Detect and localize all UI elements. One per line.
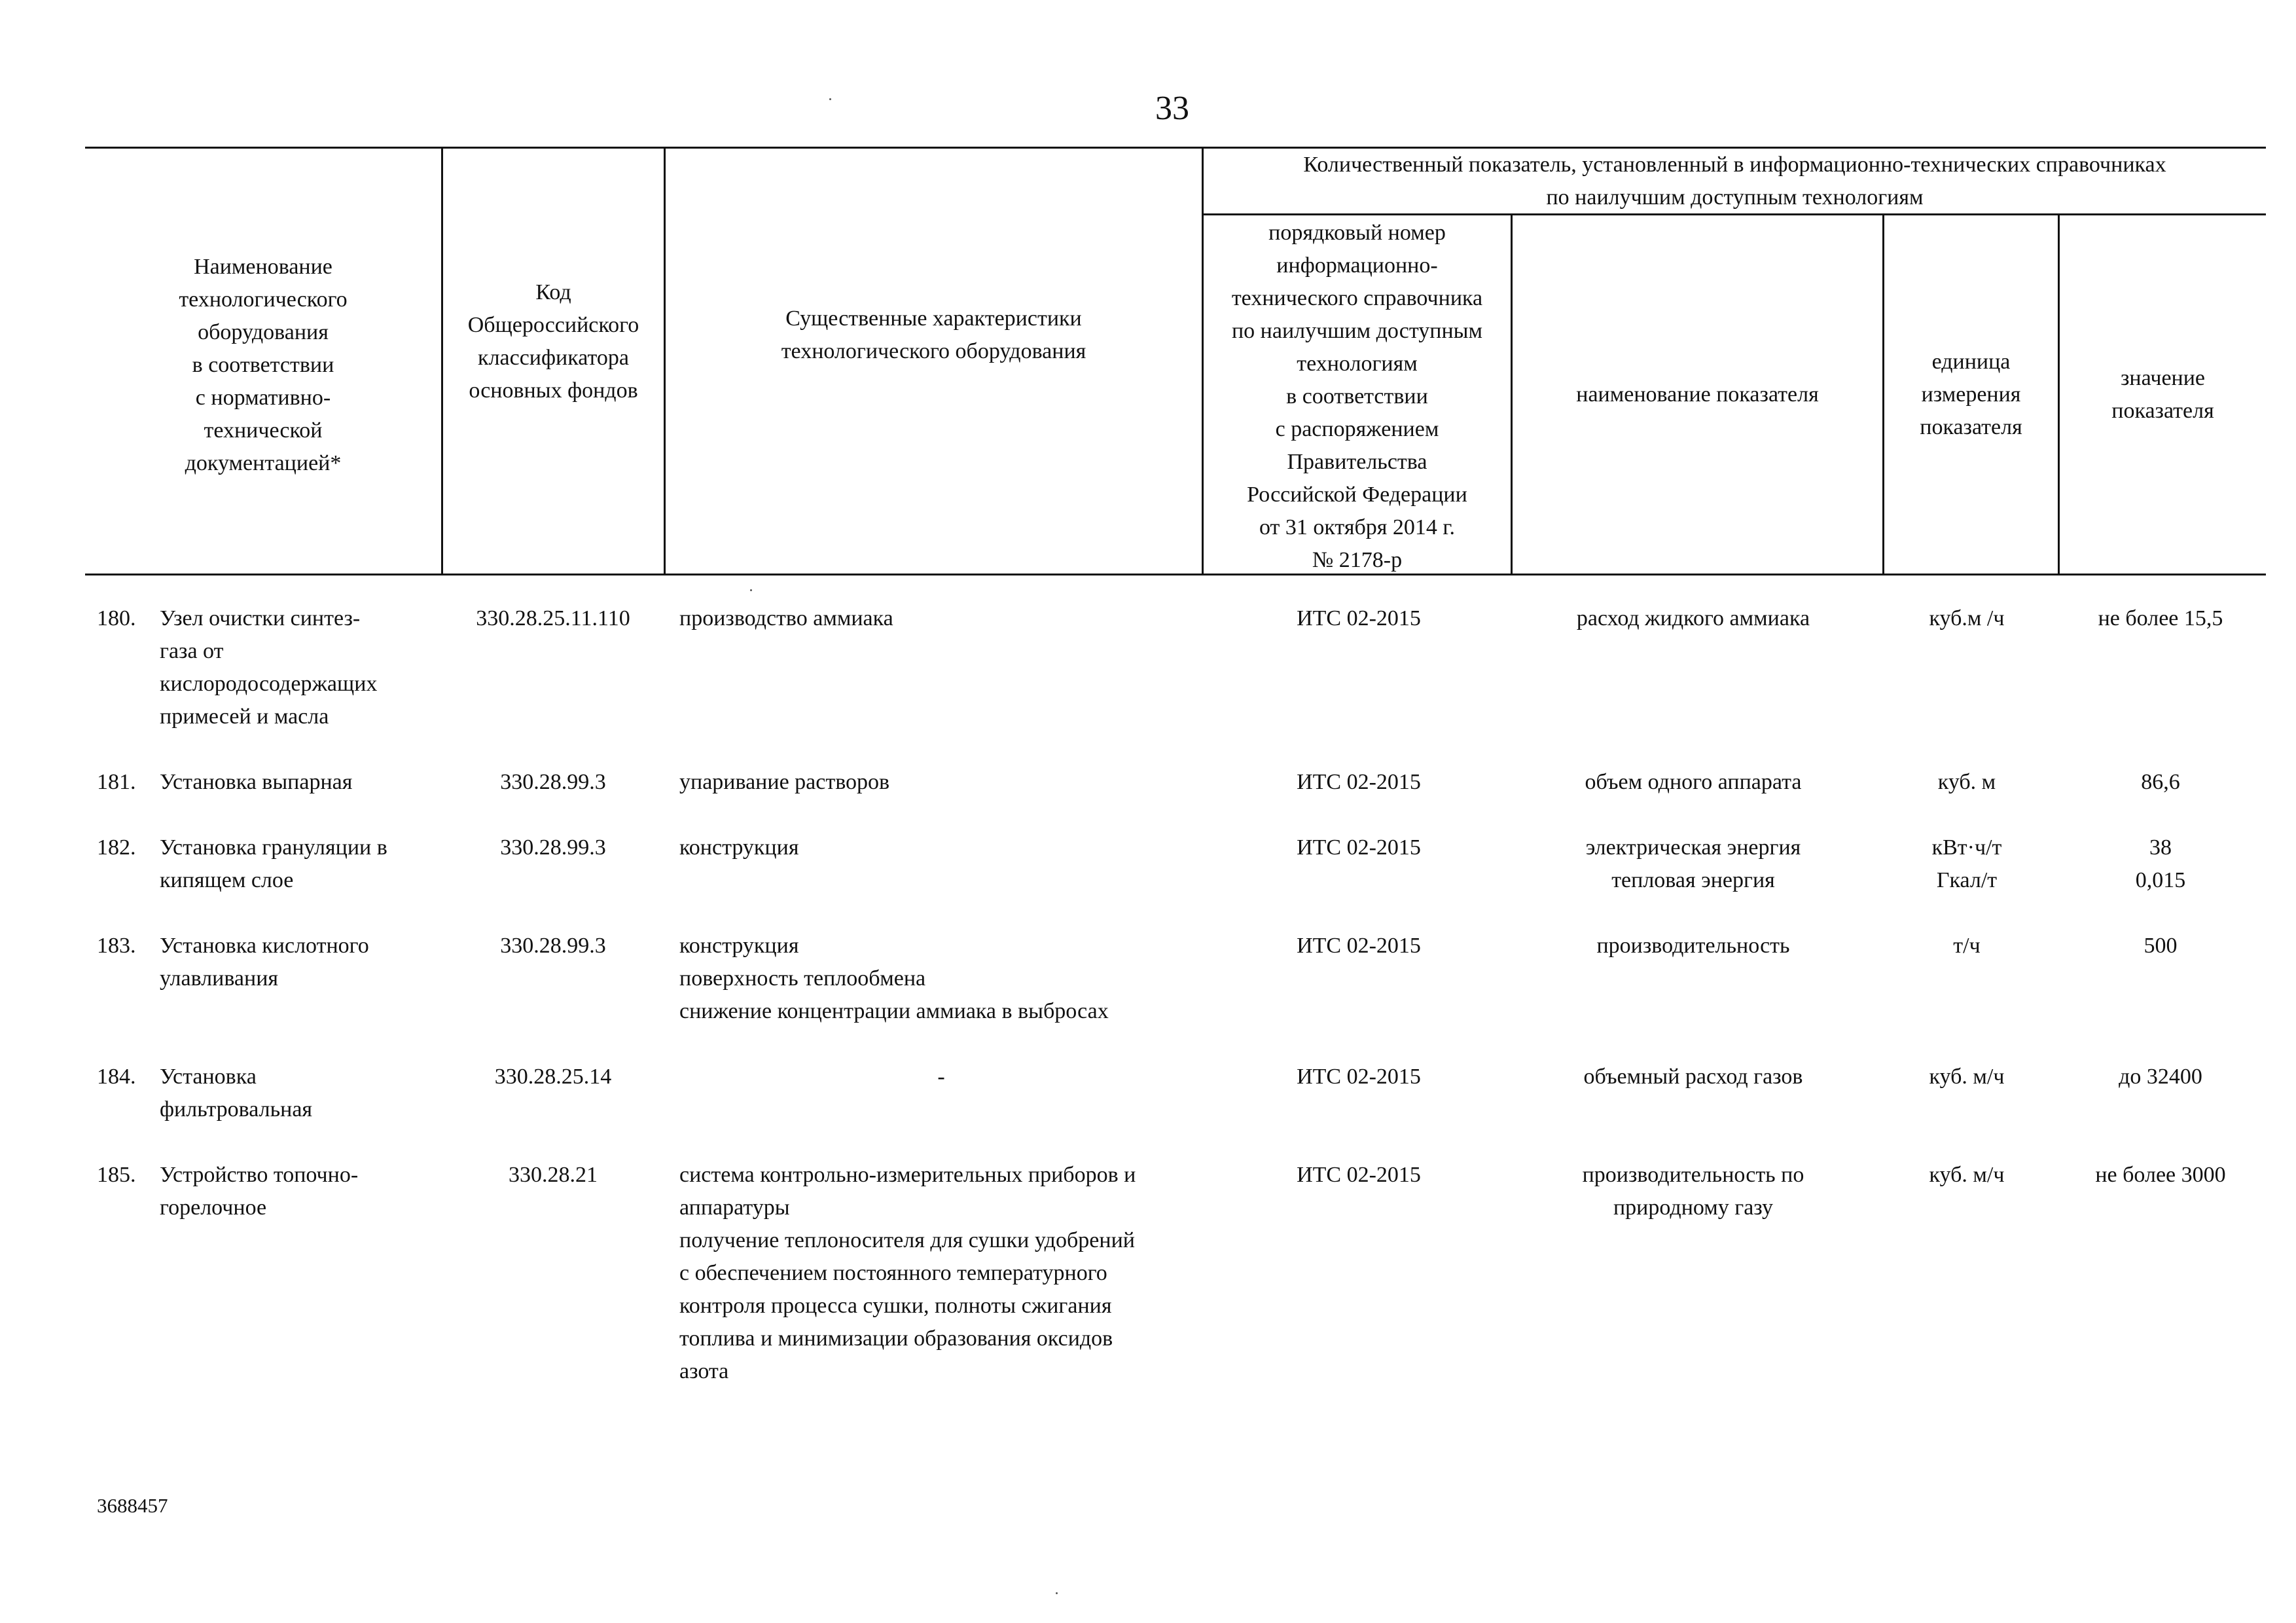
- header-text: показателя: [2111, 398, 2214, 423]
- okof-code: 330.28.99.3: [500, 770, 606, 794]
- cell-line: Установка: [160, 1065, 257, 1089]
- scan-speck: [1056, 1592, 1058, 1594]
- header-its-number: [1204, 215, 1511, 574]
- scan-speck: [750, 589, 752, 591]
- row-number: 180.: [97, 606, 136, 630]
- header-text: значение: [2120, 365, 2206, 390]
- row-number: 184.: [97, 1065, 136, 1089]
- its-number: ИТС 02-2015: [1297, 606, 1421, 630]
- indicator-name: [1507, 831, 1880, 897]
- characteristics: [679, 766, 1288, 799]
- header-characteristics: [666, 149, 1202, 574]
- header-text: порядковый номер: [1268, 220, 1446, 245]
- indicator-name: [1507, 930, 1880, 962]
- cell-line: куб. м: [1937, 770, 1996, 794]
- cell-line: горелочное: [160, 1195, 267, 1220]
- its-number: ИТС 02-2015: [1297, 934, 1421, 958]
- cell-line: Установка кислотного: [160, 934, 369, 958]
- cell-line: контроля процесса сушки, полноты сжигания: [679, 1294, 1112, 1318]
- header-text: информационно-: [1276, 253, 1438, 278]
- header-text: от 31 октября 2014 г.: [1259, 515, 1456, 539]
- cell-line: топлива и минимизации образования оксидов: [679, 1326, 1113, 1351]
- cell-line: расход жидкого аммиака: [1576, 606, 1810, 630]
- cell-line: -: [937, 1065, 945, 1089]
- indicator-name: [1507, 1061, 1880, 1093]
- cell-line: объемный расход газов: [1583, 1065, 1803, 1089]
- cell-line: кВт·ч/т: [1931, 835, 2002, 860]
- header-text: Существенные характеристики: [785, 306, 1082, 331]
- cell-line: Установка выпарная: [160, 770, 353, 794]
- indicator-value: [2055, 602, 2266, 635]
- cell-line: производительность: [1596, 934, 1790, 958]
- cell-line: Узел очистки синтез-: [160, 606, 361, 630]
- header-text: Правительства: [1287, 449, 1427, 474]
- document-code: 3688457: [97, 1494, 168, 1517]
- cell-line: кипящем слое: [160, 868, 294, 892]
- header-text: технического справочника: [1231, 285, 1483, 310]
- cell-line: газа от: [160, 639, 224, 663]
- cell-line: поверхность теплообмена: [679, 966, 926, 991]
- cell-line: кислородосодержащих: [160, 672, 378, 696]
- scan-speck: [829, 98, 831, 100]
- header-text: в соответствии: [192, 352, 334, 377]
- table-header: [85, 147, 2266, 575]
- header-text: технологического: [179, 287, 348, 312]
- cell-line: азота: [679, 1359, 729, 1383]
- okof-code: 330.28.25.14: [494, 1065, 612, 1089]
- cell-line: примесей и масла: [160, 704, 329, 729]
- header-text: классификатора: [478, 345, 629, 370]
- indicator-value: [2055, 930, 2266, 962]
- cell-line: т/ч: [1953, 934, 1981, 958]
- header-text: единица: [1931, 349, 2011, 374]
- its-number: ИТС 02-2015: [1297, 770, 1421, 794]
- header-text: показателя: [1920, 414, 2022, 439]
- cell-line: упаривание растворов: [679, 770, 890, 794]
- cell-line: 500: [2144, 934, 2178, 958]
- header-indicator-name: [1513, 215, 1882, 574]
- cell-line: производство аммиака: [679, 606, 893, 630]
- header-text: оборудования: [198, 319, 329, 344]
- its-number: ИТС 02-2015: [1297, 1163, 1421, 1187]
- cell-line: конструкция: [679, 934, 799, 958]
- cell-line: куб.м /ч: [1929, 606, 2005, 630]
- header-text: по наилучшим доступным технологиям: [1546, 185, 1924, 210]
- header-unit: [1884, 215, 2058, 574]
- characteristics: [679, 602, 1288, 635]
- header-text: Количественный показатель, установленный в информационно-технических справочниках: [1303, 152, 2166, 177]
- cell-line: система контрольно-измерительных приборов и: [679, 1163, 1136, 1187]
- header-text: измерения: [1921, 382, 2021, 407]
- cell-line: куб. м/ч: [1929, 1065, 2005, 1089]
- cell-line: Гкал/т: [1936, 868, 1998, 892]
- indicator-name: [1507, 1159, 1880, 1224]
- header-text: основных фондов: [469, 378, 638, 403]
- its-number: ИТС 02-2015: [1297, 1065, 1421, 1089]
- header-quantitative-group: [1204, 149, 2266, 213]
- cell-line: улавливания: [160, 966, 279, 991]
- cell-line: до 32400: [2119, 1065, 2202, 1089]
- indicator-value: [2055, 1159, 2266, 1192]
- header-text: Код: [535, 280, 571, 304]
- page-number: 33: [1155, 90, 1189, 127]
- header-text: № 2178-р: [1312, 547, 1403, 572]
- okof-code: 330.28.25.11.110: [476, 606, 630, 630]
- row-number: 181.: [97, 770, 136, 794]
- indicator-value: [2055, 766, 2266, 799]
- header-okof-code: [443, 149, 664, 574]
- indicator-value: [2055, 1061, 2266, 1093]
- row-number: 183.: [97, 934, 136, 958]
- cell-line: 0,015: [2135, 868, 2186, 892]
- unit: [1878, 831, 2055, 897]
- cell-line: Устройство топочно-: [160, 1163, 359, 1187]
- characteristics: [679, 831, 1288, 864]
- header-text: технической: [204, 418, 323, 443]
- okof-code: 330.28.99.3: [500, 835, 606, 860]
- cell-line: производительность по: [1582, 1163, 1804, 1187]
- indicator-value: [2055, 831, 2266, 897]
- row-number: 185.: [97, 1163, 136, 1187]
- cell-line: конструкция: [679, 835, 799, 860]
- unit: [1878, 1159, 2055, 1192]
- header-text: в соответствии: [1286, 384, 1428, 409]
- cell-line: не более 3000: [2095, 1163, 2226, 1187]
- unit: [1878, 766, 2055, 799]
- okof-code: 330.28.99.3: [500, 934, 606, 958]
- header-text: по наилучшим доступным: [1231, 318, 1482, 343]
- cell-line: 86,6: [2141, 770, 2180, 794]
- header-text: с нормативно-: [195, 385, 331, 410]
- cell-line: объем одного аппарата: [1585, 770, 1802, 794]
- cell-line: с обеспечением постоянного температурного: [679, 1261, 1107, 1285]
- header-value: [2060, 215, 2266, 574]
- header-text: с распоряжением: [1275, 416, 1439, 441]
- cell-line: аппаратуры: [679, 1195, 790, 1220]
- cell-line: Установка грануляции в: [160, 835, 387, 860]
- unit: [1878, 1061, 2055, 1093]
- cell-line: тепловая энергия: [1611, 868, 1775, 892]
- unit: [1878, 930, 2055, 962]
- cell-line: электрическая энергия: [1585, 835, 1801, 860]
- cell-line: 38: [2149, 835, 2172, 860]
- cell-line: снижение концентрации аммиака в выбросах: [679, 999, 1109, 1023]
- header-text: технологического оборудования: [781, 338, 1086, 363]
- cell-line: природному газу: [1613, 1195, 1774, 1220]
- header-text: документацией*: [185, 450, 342, 475]
- cell-line: куб. м/ч: [1929, 1163, 2005, 1187]
- header-text: Наименование: [194, 254, 332, 279]
- header-text: Общероссийского: [467, 312, 639, 337]
- cell-line: фильтровальная: [160, 1097, 313, 1122]
- characteristics: [679, 1159, 1288, 1388]
- characteristics: [679, 1061, 1203, 1093]
- characteristics: [679, 930, 1288, 1028]
- header-text: технологиям: [1297, 351, 1418, 376]
- cell-line: получение теплоносителя для сушки удобрений: [679, 1228, 1135, 1252]
- header-text: наименование показателя: [1576, 382, 1819, 407]
- cell-line: не более 15,5: [2098, 606, 2223, 630]
- header-equipment-name: [85, 149, 441, 574]
- okof-code: 330.28.21: [509, 1163, 598, 1187]
- indicator-name: [1507, 766, 1880, 799]
- unit: [1878, 602, 2055, 635]
- indicator-name: [1507, 602, 1880, 635]
- its-number: ИТС 02-2015: [1297, 835, 1421, 860]
- header-text: Российской Федерации: [1247, 482, 1467, 507]
- row-number: 182.: [97, 835, 136, 860]
